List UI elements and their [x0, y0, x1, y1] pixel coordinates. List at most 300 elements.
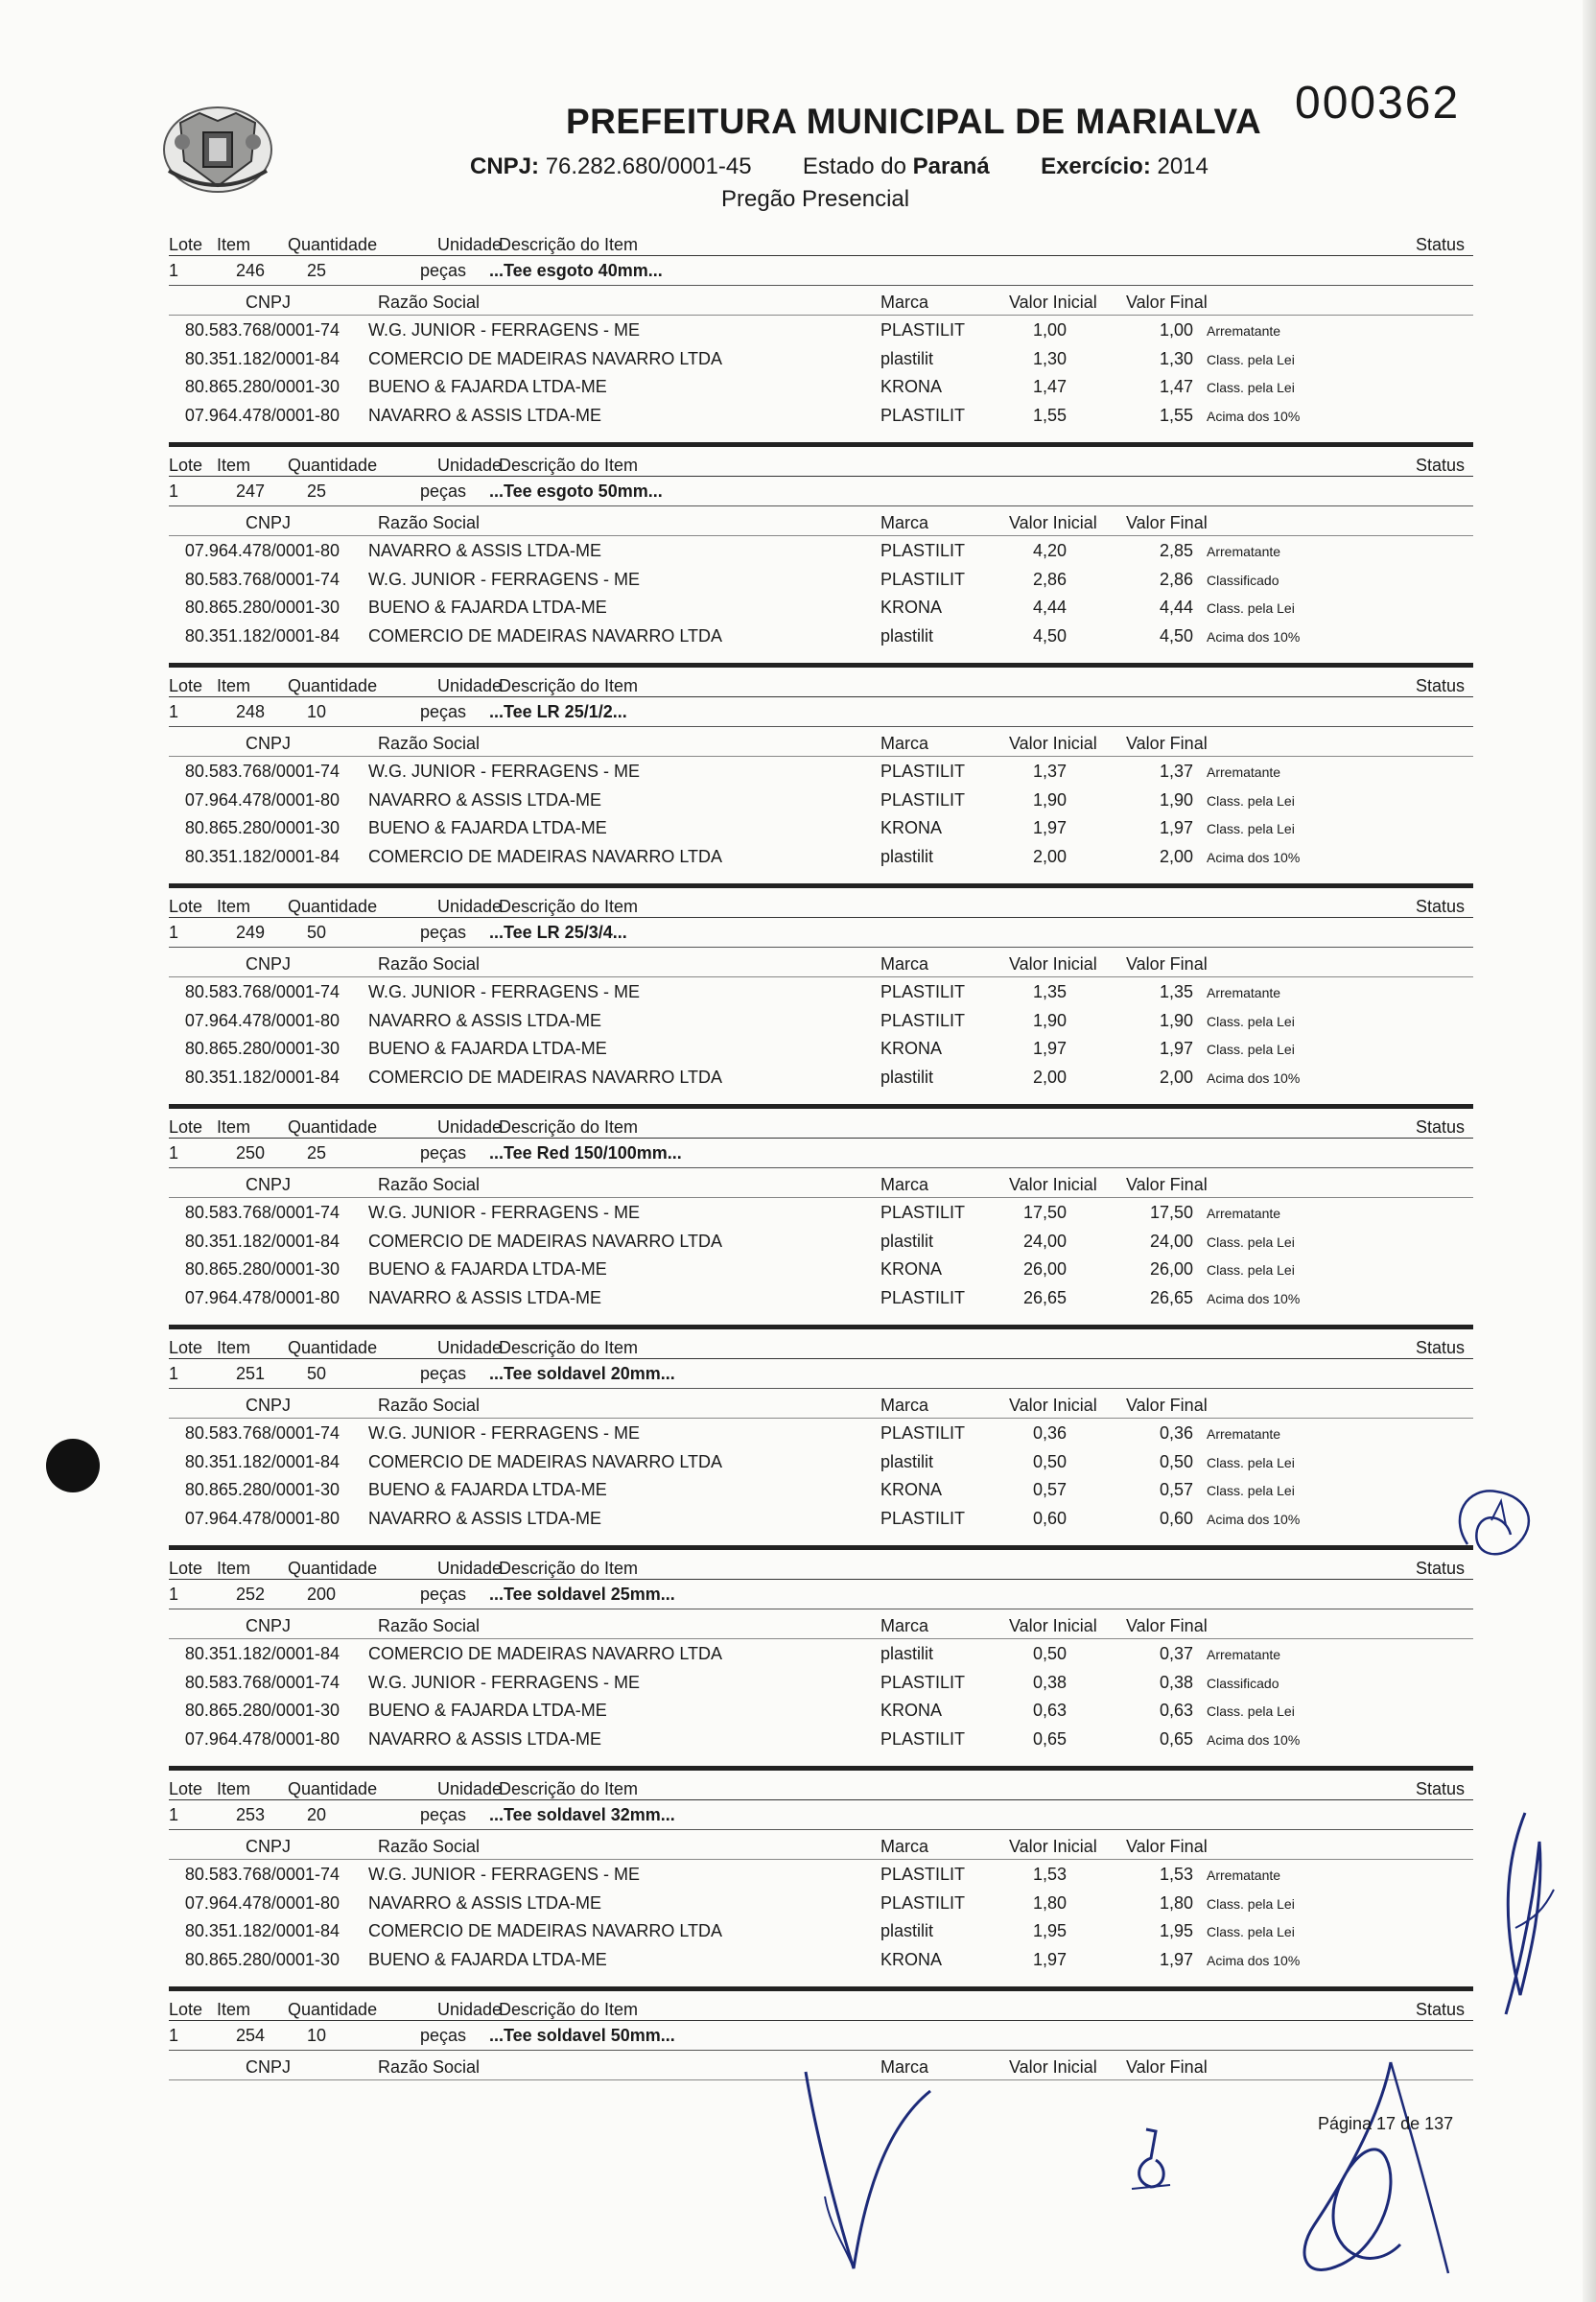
lot-block	[169, 228, 1473, 447]
bid-row	[169, 813, 1473, 842]
bidder-company: W.G. JUNIOR - FERRAGENS - ME	[368, 569, 641, 589]
quantity-header: Quantidade	[288, 676, 378, 695]
bid-row	[169, 1725, 1473, 1753]
bidder-company: NAVARRO & ASSIS LTDA-ME	[368, 789, 602, 810]
bidder-brand: plastilit	[880, 348, 934, 368]
bidder-brand: PLASTILIT	[880, 1508, 966, 1528]
bidder-cnpj: 80.583.768/0001-74	[184, 1672, 340, 1692]
bidder-brand: KRONA	[880, 818, 943, 837]
signature-one-icon	[786, 2053, 959, 2283]
lot-header-row	[169, 1993, 1473, 2021]
initial-value: 0,38	[1032, 1672, 1067, 1692]
brand-column-header: Marca	[880, 1616, 929, 1635]
bid-row	[169, 593, 1473, 622]
initial-value: 1,35	[1032, 982, 1067, 1001]
item-header: Item	[217, 676, 251, 695]
bid-columns-row	[169, 1830, 1473, 1860]
bidder-company: COMERCIO DE MADEIRAS NAVARRO LTDA	[368, 1231, 723, 1251]
company-column-header: Razão Social	[378, 734, 481, 753]
bidder-brand: PLASTILIT	[880, 569, 966, 589]
final-value: 2,85	[1159, 541, 1193, 560]
lot-block	[169, 669, 1473, 888]
lot-separator	[169, 1104, 1473, 1109]
initial-value-column-header: Valor Inicial	[1009, 1616, 1097, 1635]
item-description: ...Tee soldavel 32mm...	[489, 1805, 675, 1824]
item-description: ...Tee LR 25/3/4...	[489, 923, 627, 942]
bidder-brand: plastilit	[880, 625, 934, 646]
bidder-cnpj: 80.351.182/0001-84	[184, 1067, 340, 1087]
bid-status: Class. pela Lei	[1207, 792, 1295, 809]
initial-value: 1,55	[1032, 405, 1067, 425]
lote-value: 1	[169, 923, 179, 942]
bidder-company: BUENO & FAJARDA LTDA-ME	[368, 598, 607, 617]
item-description: ...Tee esgoto 40mm...	[489, 261, 663, 280]
bidder-brand: KRONA	[880, 1949, 943, 1969]
bidder-company: COMERCIO DE MADEIRAS NAVARRO LTDA	[368, 348, 723, 368]
bidder-cnpj: 07.964.478/0001-80	[184, 1010, 340, 1030]
quantity-header: Quantidade	[288, 235, 378, 254]
punch-hole	[46, 1439, 100, 1492]
bid-status: Acima dos 10%	[1207, 849, 1301, 865]
initial-value-column-header: Valor Inicial	[1009, 1175, 1097, 1194]
description-header: Descrição do Item	[499, 1117, 639, 1137]
bidder-cnpj: 80.583.768/0001-74	[184, 1203, 340, 1222]
item-row	[169, 1139, 1473, 1168]
lot-block	[169, 1111, 1473, 1329]
final-value: 1,47	[1159, 377, 1193, 396]
item-number: 250	[236, 1143, 266, 1163]
status-header: Status	[1416, 235, 1466, 254]
bidder-company: NAVARRO & ASSIS LTDA-ME	[368, 1728, 602, 1749]
quantity-value: 50	[307, 923, 327, 942]
bidder-cnpj: 07.964.478/0001-80	[184, 1728, 340, 1749]
cnpj-column-header: CNPJ	[246, 2057, 292, 2077]
bidder-brand: PLASTILIT	[880, 1728, 966, 1749]
initial-value: 2,86	[1032, 569, 1067, 589]
brand-column-header: Marca	[880, 1396, 929, 1415]
bidder-brand: plastilit	[880, 1644, 934, 1663]
item-description: ...Tee soldavel 50mm...	[489, 2026, 675, 2045]
bidder-company: NAVARRO & ASSIS LTDA-ME	[368, 1508, 602, 1528]
lot-separator	[169, 1986, 1473, 1991]
status-header: Status	[1416, 897, 1466, 916]
initial-value: 0,63	[1032, 1701, 1067, 1720]
company-column-header: Razão Social	[378, 1396, 481, 1415]
lote-header: Lote	[169, 1117, 203, 1137]
bid-status: Class. pela Lei	[1207, 821, 1295, 836]
bid-status: Class. pela Lei	[1207, 1703, 1295, 1719]
initial-value: 1,97	[1032, 1039, 1067, 1058]
final-value: 0,57	[1159, 1480, 1193, 1499]
bid-status: Acima dos 10%	[1207, 1511, 1301, 1527]
bid-status: Class. pela Lei	[1207, 351, 1295, 367]
initial-value: 1,00	[1032, 320, 1067, 340]
status-header: Status	[1416, 456, 1466, 475]
unit-value: peças	[420, 1143, 467, 1163]
final-value-column-header: Valor Final	[1126, 1175, 1208, 1194]
initial-value: 1,53	[1032, 1865, 1067, 1884]
lot-block	[169, 449, 1473, 668]
initial-value: 4,44	[1032, 598, 1067, 617]
bidder-brand: PLASTILIT	[880, 1287, 966, 1307]
lot-block	[169, 1331, 1473, 1550]
item-header: Item	[217, 456, 251, 475]
initial-value-column-header: Valor Inicial	[1009, 734, 1097, 753]
quantity-value: 25	[307, 482, 327, 501]
initial-value: 1,37	[1032, 762, 1067, 781]
bid-row	[169, 1916, 1473, 1945]
bid-row	[169, 536, 1473, 565]
bidder-company: NAVARRO & ASSIS LTDA-ME	[368, 405, 602, 425]
cnpj-column-header: CNPJ	[246, 293, 292, 312]
bidder-cnpj: 80.865.280/0001-30	[184, 1039, 340, 1058]
bidder-cnpj: 80.583.768/0001-74	[184, 569, 340, 589]
description-header: Descrição do Item	[499, 2000, 639, 2019]
initial-value: 0,50	[1032, 1644, 1067, 1663]
bid-status: Arrematante	[1207, 1206, 1281, 1221]
bidder-company: COMERCIO DE MADEIRAS NAVARRO LTDA	[368, 1921, 723, 1940]
bidder-brand: PLASTILIT	[880, 1672, 966, 1692]
description-header: Descrição do Item	[499, 1559, 639, 1578]
bidder-cnpj: 80.583.768/0001-74	[184, 1865, 340, 1884]
final-value: 0,65	[1159, 1728, 1193, 1749]
bid-status: Arrematante	[1207, 764, 1281, 780]
unit-header: Unidade	[437, 676, 503, 695]
item-number: 248	[236, 702, 266, 721]
unit-value: peças	[420, 702, 467, 721]
final-value: 1,97	[1159, 818, 1193, 837]
initial-value-column-header: Valor Inicial	[1009, 954, 1097, 974]
bidder-company: COMERCIO DE MADEIRAS NAVARRO LTDA	[368, 1644, 723, 1663]
lot-separator	[169, 442, 1473, 447]
final-value-column-header: Valor Final	[1126, 2057, 1208, 2077]
bidder-brand: PLASTILIT	[880, 982, 966, 1001]
lote-header: Lote	[169, 1338, 203, 1357]
final-value: 26,00	[1149, 1259, 1193, 1279]
bid-status: Class. pela Lei	[1207, 1483, 1295, 1498]
initial-value: 17,50	[1022, 1203, 1067, 1222]
bidder-brand: PLASTILIT	[880, 541, 966, 560]
final-value-column-header: Valor Final	[1126, 1837, 1208, 1856]
bid-status: Class. pela Lei	[1207, 1895, 1295, 1912]
quantity-header: Quantidade	[288, 2000, 378, 2019]
item-header: Item	[217, 1559, 251, 1578]
bid-status: Class. pela Lei	[1207, 380, 1295, 395]
bidder-cnpj: 80.865.280/0001-30	[184, 818, 340, 837]
item-number: 249	[236, 923, 266, 942]
bidder-cnpj: 80.583.768/0001-74	[184, 320, 340, 340]
quantity-header: Quantidade	[288, 1779, 378, 1798]
item-number: 253	[236, 1805, 266, 1824]
cnpj-column-header: CNPJ	[246, 1396, 292, 1415]
unit-header: Unidade	[437, 1779, 503, 1798]
final-value: 1,53	[1159, 1865, 1193, 1884]
initial-value: 4,50	[1032, 625, 1067, 646]
bidder-cnpj: 80.351.182/0001-84	[184, 1921, 340, 1940]
bidder-cnpj: 07.964.478/0001-80	[184, 1508, 340, 1528]
lote-header: Lote	[169, 897, 203, 916]
bidder-brand: PLASTILIT	[880, 762, 966, 781]
bidder-brand: PLASTILIT	[880, 1423, 966, 1443]
description-header: Descrição do Item	[499, 1338, 639, 1357]
unit-value: peças	[420, 1364, 467, 1383]
unit-value: peças	[420, 1585, 467, 1604]
state-name: Paraná	[912, 153, 990, 179]
item-row	[169, 256, 1473, 286]
description-header: Descrição do Item	[499, 235, 639, 254]
bid-row	[169, 786, 1473, 814]
bidder-cnpj: 80.351.182/0001-84	[184, 846, 340, 866]
initial-value: 0,57	[1032, 1480, 1067, 1499]
quantity-value: 25	[307, 1143, 327, 1163]
page-number: Página 17 de 137	[1318, 2114, 1454, 2133]
unit-value: peças	[420, 2026, 467, 2045]
company-column-header: Razão Social	[378, 513, 481, 532]
final-value: 2,00	[1159, 846, 1193, 866]
bid-row	[169, 1945, 1473, 1974]
bidder-cnpj: 80.351.182/0001-84	[184, 348, 340, 368]
final-value: 1,35	[1159, 982, 1193, 1001]
bidder-brand: PLASTILIT	[880, 1865, 966, 1884]
initial-value: 4,20	[1032, 541, 1067, 560]
bid-columns-row	[169, 948, 1473, 977]
final-value: 0,37	[1159, 1644, 1193, 1663]
brand-column-header: Marca	[880, 1837, 929, 1856]
quantity-header: Quantidade	[288, 1559, 378, 1578]
bidder-company: NAVARRO & ASSIS LTDA-ME	[368, 541, 602, 560]
bid-row	[169, 1198, 1473, 1227]
bidder-cnpj: 80.583.768/0001-74	[184, 1423, 340, 1443]
final-value-column-header: Valor Final	[1126, 734, 1208, 753]
bidder-cnpj: 07.964.478/0001-80	[184, 541, 340, 560]
bid-row	[169, 1696, 1473, 1725]
final-value: 1,80	[1159, 1892, 1193, 1913]
item-row	[169, 1580, 1473, 1609]
bidder-cnpj: 07.964.478/0001-80	[184, 405, 340, 425]
bidder-brand: plastilit	[880, 1921, 934, 1940]
bidder-cnpj: 07.964.478/0001-80	[184, 1287, 340, 1307]
unit-header: Unidade	[437, 2000, 503, 2019]
cnpj-label: CNPJ:	[470, 153, 540, 179]
company-column-header: Razão Social	[378, 954, 481, 974]
bidder-cnpj: 80.351.182/0001-84	[184, 625, 340, 646]
bidder-brand: KRONA	[880, 1259, 943, 1279]
bidder-cnpj: 07.964.478/0001-80	[184, 789, 340, 810]
bid-row	[169, 1504, 1473, 1533]
cnpj-value: 76.282.680/0001-45	[545, 153, 752, 179]
quantity-header: Quantidade	[288, 456, 378, 475]
bidder-brand: KRONA	[880, 377, 943, 396]
bidder-cnpj: 80.351.182/0001-84	[184, 1451, 340, 1471]
bid-status: Acima dos 10%	[1207, 1731, 1301, 1748]
unit-header: Unidade	[437, 1338, 503, 1357]
unit-header: Unidade	[437, 897, 503, 916]
bidder-company: NAVARRO & ASSIS LTDA-ME	[368, 1287, 602, 1307]
lote-value: 1	[169, 1143, 179, 1163]
bidder-brand: KRONA	[880, 1039, 943, 1058]
item-header: Item	[217, 1117, 251, 1137]
cnpj-column-header: CNPJ	[246, 1175, 292, 1194]
brand-column-header: Marca	[880, 954, 929, 974]
bidder-company: W.G. JUNIOR - FERRAGENS - ME	[368, 1423, 641, 1443]
municipal-crest-icon	[161, 104, 274, 196]
bidder-company: COMERCIO DE MADEIRAS NAVARRO LTDA	[368, 846, 723, 866]
bid-columns-row	[169, 727, 1473, 757]
bid-row	[169, 1860, 1473, 1889]
bid-status: Acima dos 10%	[1207, 408, 1301, 424]
lote-header: Lote	[169, 235, 203, 254]
bidder-brand: KRONA	[880, 1701, 943, 1720]
bidder-brand: plastilit	[880, 846, 934, 866]
bid-row	[169, 1475, 1473, 1504]
item-row	[169, 918, 1473, 948]
bidder-company: COMERCIO DE MADEIRAS NAVARRO LTDA	[368, 1067, 723, 1087]
final-value-column-header: Valor Final	[1126, 954, 1208, 974]
item-row	[169, 1359, 1473, 1389]
state-prefix: Estado do	[802, 153, 906, 179]
quantity-value: 200	[307, 1585, 337, 1604]
bidder-brand: PLASTILIT	[880, 320, 966, 340]
bid-status: Arrematante	[1207, 1867, 1281, 1883]
bidder-company: COMERCIO DE MADEIRAS NAVARRO LTDA	[368, 625, 723, 646]
modality-label: Pregão Presencial	[721, 186, 910, 212]
signature-two-icon	[1122, 2120, 1180, 2196]
lot-block	[169, 890, 1473, 1109]
item-description: ...Tee LR 25/1/2...	[489, 702, 627, 721]
lot-header-row	[169, 890, 1473, 918]
bidder-brand: KRONA	[880, 1480, 943, 1499]
bid-row	[169, 316, 1473, 344]
bidder-brand: PLASTILIT	[880, 405, 966, 425]
lote-value: 1	[169, 702, 179, 721]
description-header: Descrição do Item	[499, 456, 639, 475]
lote-value: 1	[169, 1805, 179, 1824]
quantity-value: 25	[307, 261, 327, 280]
bidder-brand: plastilit	[880, 1231, 934, 1251]
bid-status: Classificado	[1207, 1675, 1279, 1691]
bid-status: Arrematante	[1207, 544, 1281, 559]
item-row	[169, 697, 1473, 727]
quantity-value: 20	[307, 1805, 327, 1824]
bidder-company: BUENO & FAJARDA LTDA-ME	[368, 818, 607, 837]
brand-column-header: Marca	[880, 513, 929, 532]
item-description: ...Tee Red 150/100mm...	[489, 1143, 682, 1163]
bidder-company: BUENO & FAJARDA LTDA-ME	[368, 1701, 607, 1720]
final-value: 24,00	[1149, 1231, 1193, 1251]
bid-status: Arrematante	[1207, 1426, 1281, 1442]
initial-value: 1,90	[1032, 1010, 1067, 1030]
initial-value-column-header: Valor Inicial	[1009, 1396, 1097, 1415]
final-value: 1,90	[1159, 1010, 1193, 1030]
initial-value-column-header: Valor Inicial	[1009, 513, 1097, 532]
bid-row	[169, 1255, 1473, 1283]
status-header: Status	[1416, 1559, 1466, 1578]
bidder-company: BUENO & FAJARDA LTDA-ME	[368, 1480, 607, 1499]
initial-value: 1,90	[1032, 789, 1067, 810]
rubric-signature-icon	[1439, 1477, 1544, 1573]
final-value-column-header: Valor Final	[1126, 293, 1208, 312]
lote-header: Lote	[169, 1779, 203, 1798]
company-column-header: Razão Social	[378, 1175, 481, 1194]
bid-status: Acima dos 10%	[1207, 1069, 1301, 1086]
final-value-column-header: Valor Final	[1126, 1396, 1208, 1415]
initial-value: 0,36	[1032, 1423, 1067, 1443]
bid-status: Class. pela Lei	[1207, 1042, 1295, 1057]
bidder-brand: PLASTILIT	[880, 789, 966, 810]
final-value: 0,63	[1159, 1701, 1193, 1720]
bidder-cnpj: 80.865.280/0001-30	[184, 1949, 340, 1969]
bidder-company: BUENO & FAJARDA LTDA-ME	[368, 1039, 607, 1058]
item-number: 252	[236, 1585, 266, 1604]
unit-value: peças	[420, 261, 467, 280]
bid-status: Class. pela Lei	[1207, 1924, 1295, 1939]
lote-header: Lote	[169, 1559, 203, 1578]
company-column-header: Razão Social	[378, 293, 481, 312]
bid-columns-row	[169, 1609, 1473, 1639]
initial-value-column-header: Valor Inicial	[1009, 1837, 1097, 1856]
lot-header-row	[169, 1552, 1473, 1580]
bidder-company: NAVARRO & ASSIS LTDA-ME	[368, 1010, 602, 1030]
document-number: 000362	[1295, 78, 1461, 129]
lote-header: Lote	[169, 676, 203, 695]
unit-header: Unidade	[437, 1559, 503, 1578]
year-label: Exercício:	[1041, 153, 1151, 179]
lot-header-row	[169, 1111, 1473, 1139]
bid-row	[169, 1668, 1473, 1697]
lot-separator	[169, 883, 1473, 888]
final-value: 4,44	[1159, 598, 1193, 617]
lote-value: 1	[169, 482, 179, 501]
status-header: Status	[1416, 1779, 1466, 1798]
page-edge-shadow	[1583, 0, 1596, 2302]
lots-list	[169, 226, 1473, 2118]
bidder-cnpj: 80.865.280/0001-30	[184, 1701, 340, 1720]
final-value: 1,00	[1159, 320, 1193, 340]
initial-value-column-header: Valor Inicial	[1009, 2057, 1097, 2077]
lot-header-row	[169, 1773, 1473, 1800]
item-header: Item	[217, 235, 251, 254]
bidder-brand: PLASTILIT	[880, 1203, 966, 1222]
final-value: 0,60	[1159, 1508, 1193, 1528]
bidder-company: W.G. JUNIOR - FERRAGENS - ME	[368, 982, 641, 1001]
bid-row	[169, 622, 1473, 650]
quantity-header: Quantidade	[288, 897, 378, 916]
bid-status: Acima dos 10%	[1207, 1290, 1301, 1306]
company-column-header: Razão Social	[378, 2057, 481, 2077]
item-description: ...Tee soldavel 20mm...	[489, 1364, 675, 1383]
quantity-value: 50	[307, 1364, 327, 1383]
bid-columns-row	[169, 506, 1473, 536]
brand-column-header: Marca	[880, 734, 929, 753]
bid-row	[169, 1006, 1473, 1035]
bidder-company: W.G. JUNIOR - FERRAGENS - ME	[368, 1672, 641, 1692]
bidder-company: W.G. JUNIOR - FERRAGENS - ME	[368, 1203, 641, 1222]
bidder-cnpj: 80.865.280/0001-30	[184, 1480, 340, 1499]
bidder-company: BUENO & FAJARDA LTDA-ME	[368, 1949, 607, 1969]
bidder-brand: PLASTILIT	[880, 1892, 966, 1913]
unit-value: peças	[420, 923, 467, 942]
bidder-company: NAVARRO & ASSIS LTDA-ME	[368, 1892, 602, 1913]
final-value: 0,50	[1159, 1451, 1193, 1471]
item-row	[169, 2021, 1473, 2051]
quantity-header: Quantidade	[288, 1117, 378, 1137]
bidder-company: BUENO & FAJARDA LTDA-ME	[368, 1259, 607, 1279]
lote-value: 1	[169, 261, 179, 280]
final-value: 0,36	[1159, 1423, 1193, 1443]
bidder-cnpj: 07.964.478/0001-80	[184, 1892, 340, 1913]
description-header: Descrição do Item	[499, 897, 639, 916]
final-value-column-header: Valor Final	[1126, 513, 1208, 532]
